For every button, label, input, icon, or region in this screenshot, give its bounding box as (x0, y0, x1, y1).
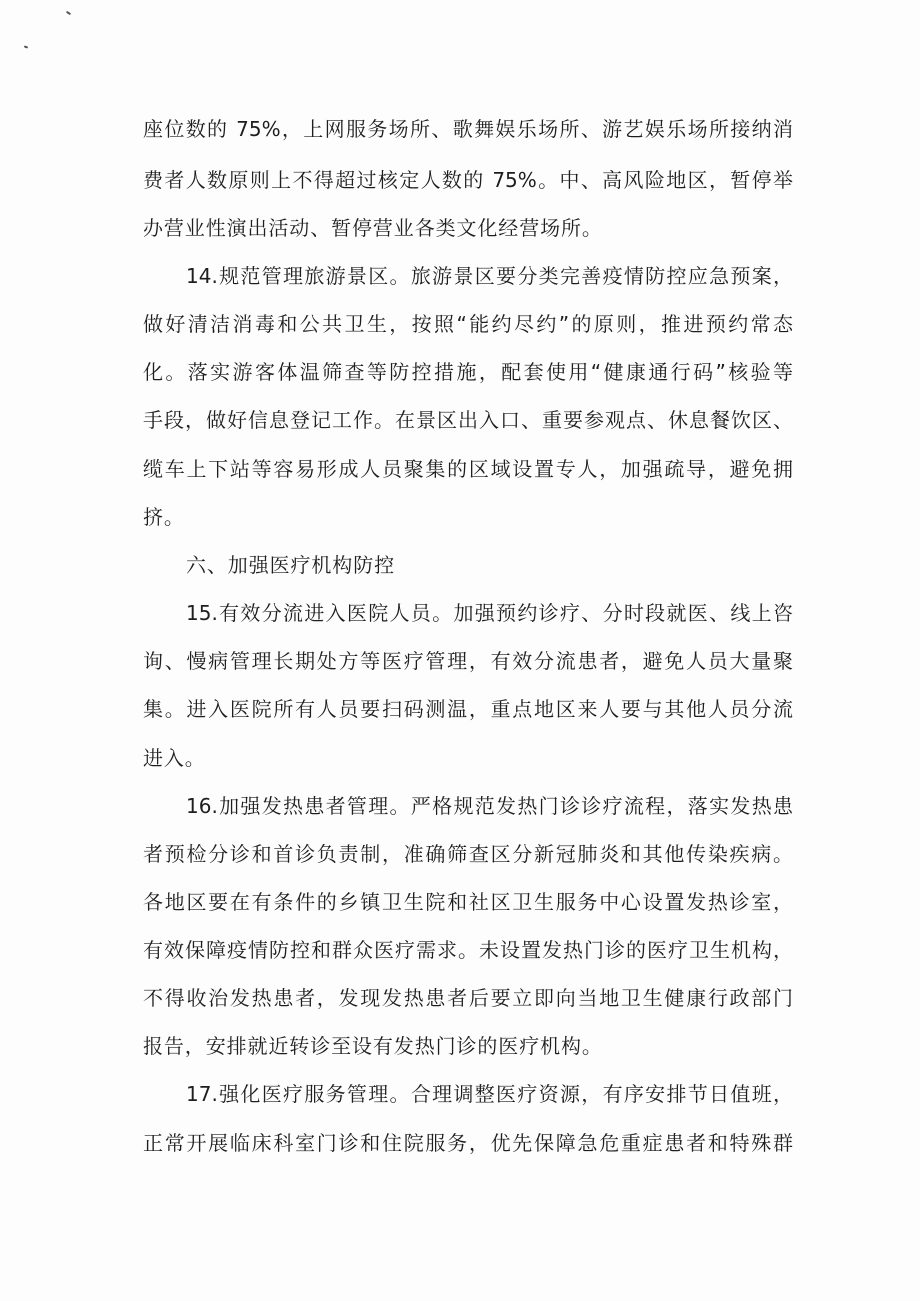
text-line: 集。进入医院所有人员要扫码测温，重点地区来人要与其他人员分流 (143, 697, 793, 721)
text-line: 办营业性演出活动、暂停营业各类文化经营场所。 (143, 216, 603, 240)
text-line: 报告，安排就近转诊至设有发热门诊的医疗机构。 (143, 1034, 603, 1058)
text-line: 挤。 (143, 505, 185, 529)
text-line: 座位数的 75%，上网服务场所、歌舞娱乐场所、游艺娱乐场所接纳消 (143, 117, 793, 141)
text-line: 正常开展临床科室门诊和住院服务，优先保障急危重症患者和特殊群 (143, 1131, 793, 1155)
text-line: 缆车上下站等容易形成人员聚集的区域设置专人，加强疏导，避免拥 (143, 457, 793, 481)
text-line: 各地区要在有条件的乡镇卫生院和社区卫生服务中心设置发热诊室， (143, 890, 793, 914)
paragraph-heading-17: 17.强化医疗服务管理。合理调整医疗资源，有序安排节日值班， (186, 1082, 793, 1106)
paragraph-heading-16: 16.加强发热患者管理。严格规范发热门诊诊疗流程，落实发热患 (186, 794, 793, 818)
text-line: 做好清洁消毒和公共卫生，按照“能约尽约”的原则，推进预约常态 (143, 312, 793, 336)
text-line: 者预检分诊和首诊负责制，准确筛查区分新冠肺炎和其他传染疾病。 (143, 842, 793, 866)
text-line: 化。落实游客体温筛查等防控措施，配套使用“健康通行码”核验等 (143, 360, 793, 384)
text-line: 不得收治发热患者，发现发热患者后要立即向当地卫生健康行政部门 (143, 986, 793, 1010)
text-line: 有效保障疫情防控和群众医疗需求。未设置发热门诊的医疗卫生机构， (143, 938, 793, 962)
text-line: 进入。 (143, 746, 206, 770)
paragraph-heading-14: 14.规范管理旅游景区。旅游景区要分类完善疫情防控应急预案， (186, 264, 793, 288)
text-line: 费者人数原则上不得超过核定人数的 75%。中、高风险地区，暂停举 (143, 168, 793, 192)
section-heading: 六、加强医疗机构防控 (186, 553, 395, 577)
text-line: 手段，做好信息登记工作。在景区出入口、重要参观点、休息餐饮区、 (143, 408, 793, 432)
scan-speck (66, 11, 71, 16)
paragraph-heading-15: 15.有效分流进入医院人员。加强预约诊疗、分时段就医、线上咨 (186, 601, 793, 625)
scan-speck (24, 45, 28, 48)
text-line: 询、慢病管理长期处方等医疗管理，有效分流患者，避免人员大量聚 (143, 649, 793, 673)
